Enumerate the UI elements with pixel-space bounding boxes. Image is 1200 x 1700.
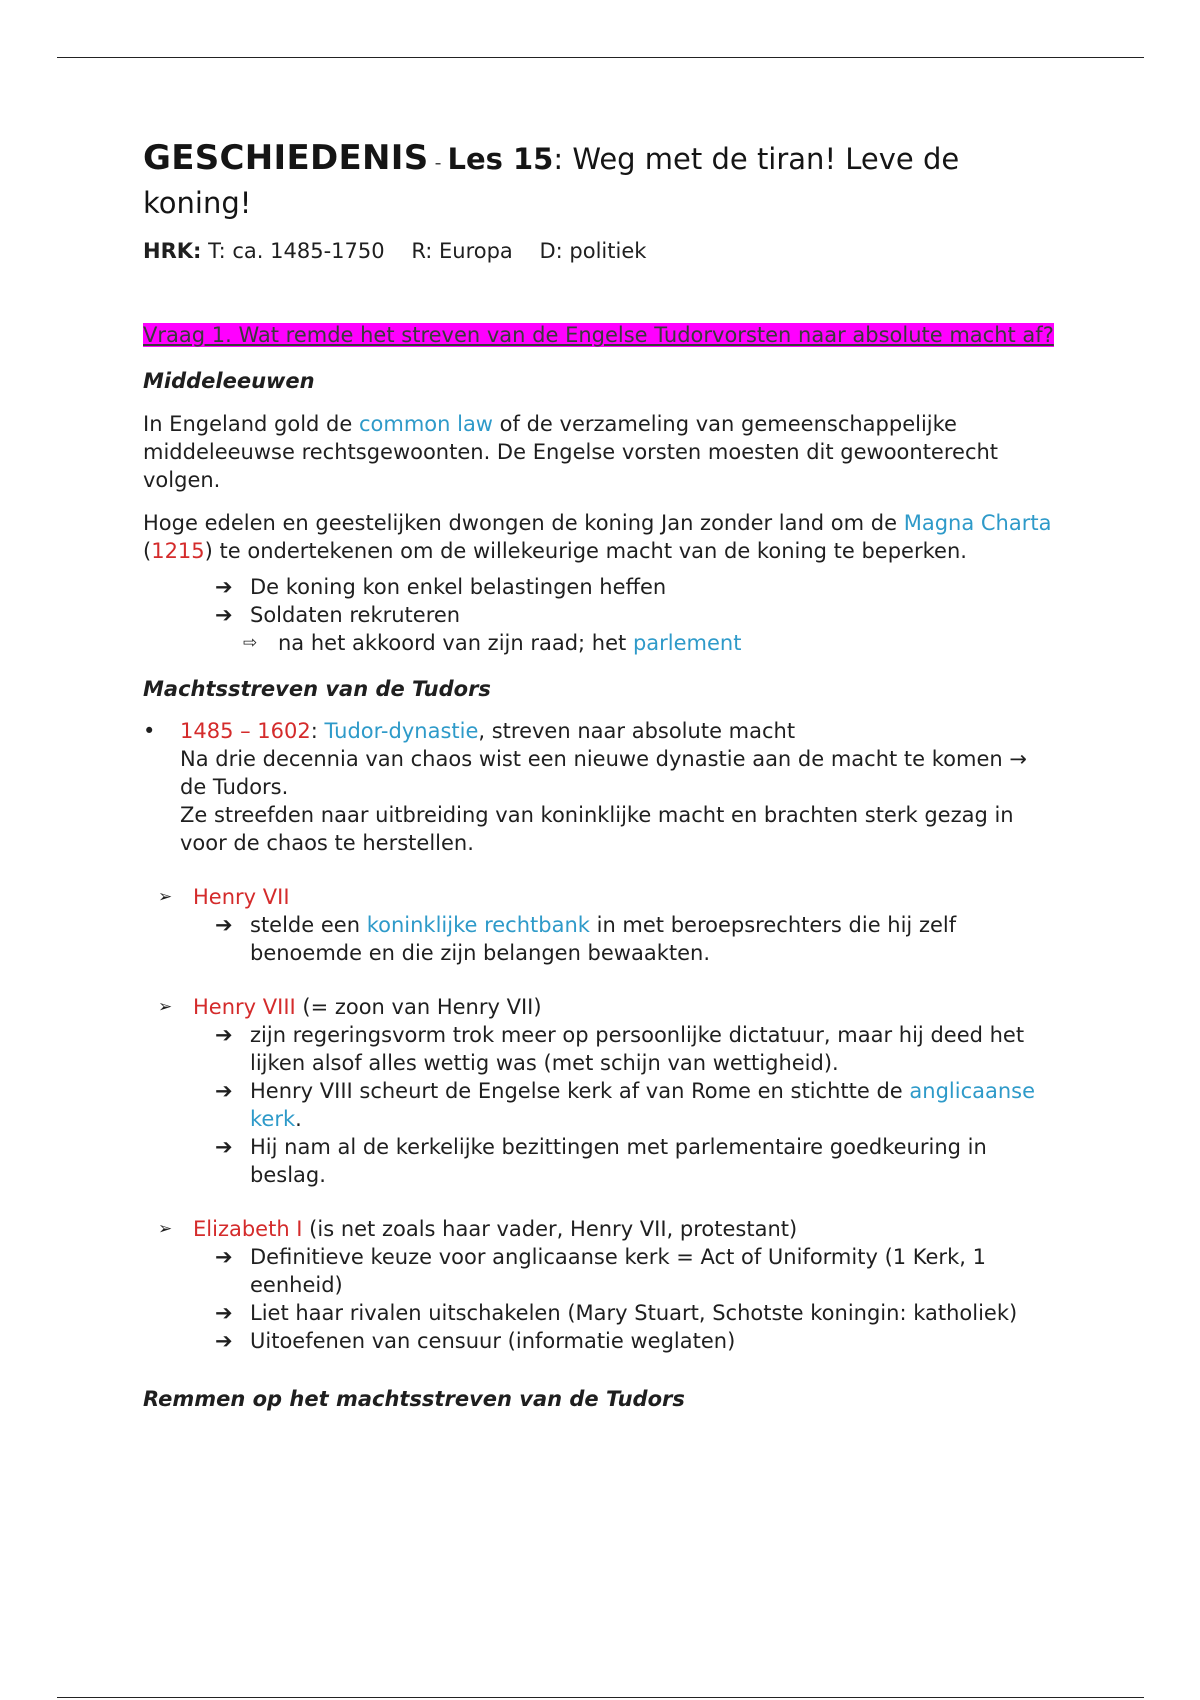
arrow-icon: ➔ <box>215 1245 233 1269</box>
term-koninklijke-rechtbank: koninklijke rechtbank <box>366 913 590 937</box>
arrow-icon: ➔ <box>215 1329 233 1353</box>
name-henry-vii: Henry VII <box>193 885 290 909</box>
list-item: ➔ Liet haar rivalen uitschakelen (Mary Stuart, Schotste koningin: katholiek) <box>215 1301 1018 1325</box>
name-elizabeth: Elizabeth I <box>193 1217 303 1241</box>
top-rule <box>57 57 1144 58</box>
pointer-icon: ➢ <box>158 1219 173 1239</box>
list-item: ➔ Uitoefenen van censuur (informatie weglaten) <box>215 1329 736 1353</box>
list-subitem: ⇨ na het akkoord van zijn raad; het parlement <box>243 631 742 655</box>
heading-middeleeuwen: Middeleeuwen <box>143 369 315 393</box>
hollow-arrow-icon: ⇨ <box>243 633 258 653</box>
bullet-icon: • <box>143 719 156 743</box>
name-henry-viii: Henry VIII <box>193 995 296 1019</box>
hrk-time: T: ca. 1485-1750 <box>208 239 385 263</box>
paragraph-common-law: In Engeland gold de common law of de verzameling van gemeenschappelijke middeleeuwse rechtsgewoonten. De Engelse vorsten moesten dit gewoonterecht volgen. <box>143 412 999 492</box>
bullet-tudor-dynasty: • 1485 – 1602: Tudor-dynastie, streven naar absolute macht Na drie decennia van chaos wist een nieuwe dynastie aan de macht te komen → de Tudors. Ze streefden naar uitbreiding van koninklijke macht en brachten sterk gezag in voor de chaos te herstellen. <box>143 719 1027 855</box>
hrk-domain: D: politiek <box>539 239 647 263</box>
list-item: ➔ Henry VIII scheurt de Engelse kerk af van Rome en stichtte de anglicaanse kerk. <box>215 1079 1036 1131</box>
arrow-icon: ➔ <box>215 1135 233 1159</box>
elizabeth-list <box>143 1243 1058 1355</box>
term-magna-charta: Magna Charta <box>903 511 1052 535</box>
question-1: Vraag 1. Wat remde het streven van de Engelse Tudorvorsten naar absolute macht af? <box>143 323 1054 347</box>
list-item: ➔ stelde een koninklijke rechtbank in met beroepsrechters die hij zelf benoemde en die zijn belangen bewaakten. <box>215 913 957 965</box>
henry-viii-list <box>143 1021 1058 1189</box>
page-title: GESCHIEDENIS - Les 15: Weg met de tiran! Leve de koning! <box>143 138 960 220</box>
list-item: ➔ Hij nam al de kerkelijke bezittingen met parlementaire goedkeuring in beslag. <box>215 1135 987 1187</box>
hrk-line <box>143 237 1058 265</box>
list-item: ➔ De koning kon enkel belastingen heffen <box>215 575 667 599</box>
pointer-icon: ➢ <box>158 887 173 907</box>
years-tudor: 1485 – 1602 <box>180 719 311 743</box>
arrow-icon: ➔ <box>215 1079 233 1103</box>
hrk-label: HRK: <box>143 239 202 263</box>
list-item: ➔ Soldaten rekruteren <box>215 603 461 627</box>
pointer-icon: ➢ <box>158 997 173 1017</box>
arrow-icon: ➔ <box>215 603 233 627</box>
term-common-law: common law <box>358 412 493 436</box>
paragraph-magna-charta: Hoge edelen en geestelijken dwongen de koning Jan zonder land om de Magna Charta (1215) te ondertekenen om de willekeurige macht van de koning te beperken. <box>143 511 1052 563</box>
ruler-henry-vii <box>143 883 1058 911</box>
ruler-elizabeth: ➢ Elizabeth I (is net zoals haar vader, Henry VII, protestant) <box>158 1217 798 1241</box>
year-1215: 1215 <box>151 539 205 563</box>
list-item: ➔ zijn regeringsvorm trok meer op persoonlijke dictatuur, maar hij deed het lijken alsof alles wettig was (met schijn van wettigheid). <box>215 1023 1025 1075</box>
arrow-icon: ➔ <box>215 575 233 599</box>
term-parlement: parlement <box>632 631 742 655</box>
ruler-henry-viii: ➢ Henry VIII (= zoon van Henry VII) <box>158 995 542 1019</box>
document-body <box>143 138 1058 1413</box>
arrow-icon: ➔ <box>215 1301 233 1325</box>
henry-vii-list <box>143 911 1058 967</box>
hrk-region: R: Europa <box>411 239 513 263</box>
arrow-icon: ➔ <box>215 1023 233 1047</box>
bottom-rule <box>57 1697 1144 1698</box>
list-item: ➔ Definitieve keuze voor anglicaanse kerk = Act of Uniformity (1 Kerk, 1 eenheid) <box>215 1245 986 1297</box>
magna-charta-list <box>143 573 1058 657</box>
term-tudor-dynastie: Tudor-dynastie <box>324 719 479 743</box>
heading-remmen: Remmen op het machtsstreven van de Tudors <box>143 1387 685 1411</box>
arrow-icon: ➔ <box>215 913 233 937</box>
term-anglicaanse-kerk: anglicaanse kerk <box>250 1079 1036 1131</box>
heading-machtsstreven: Machtsstreven van de Tudors <box>143 677 491 701</box>
